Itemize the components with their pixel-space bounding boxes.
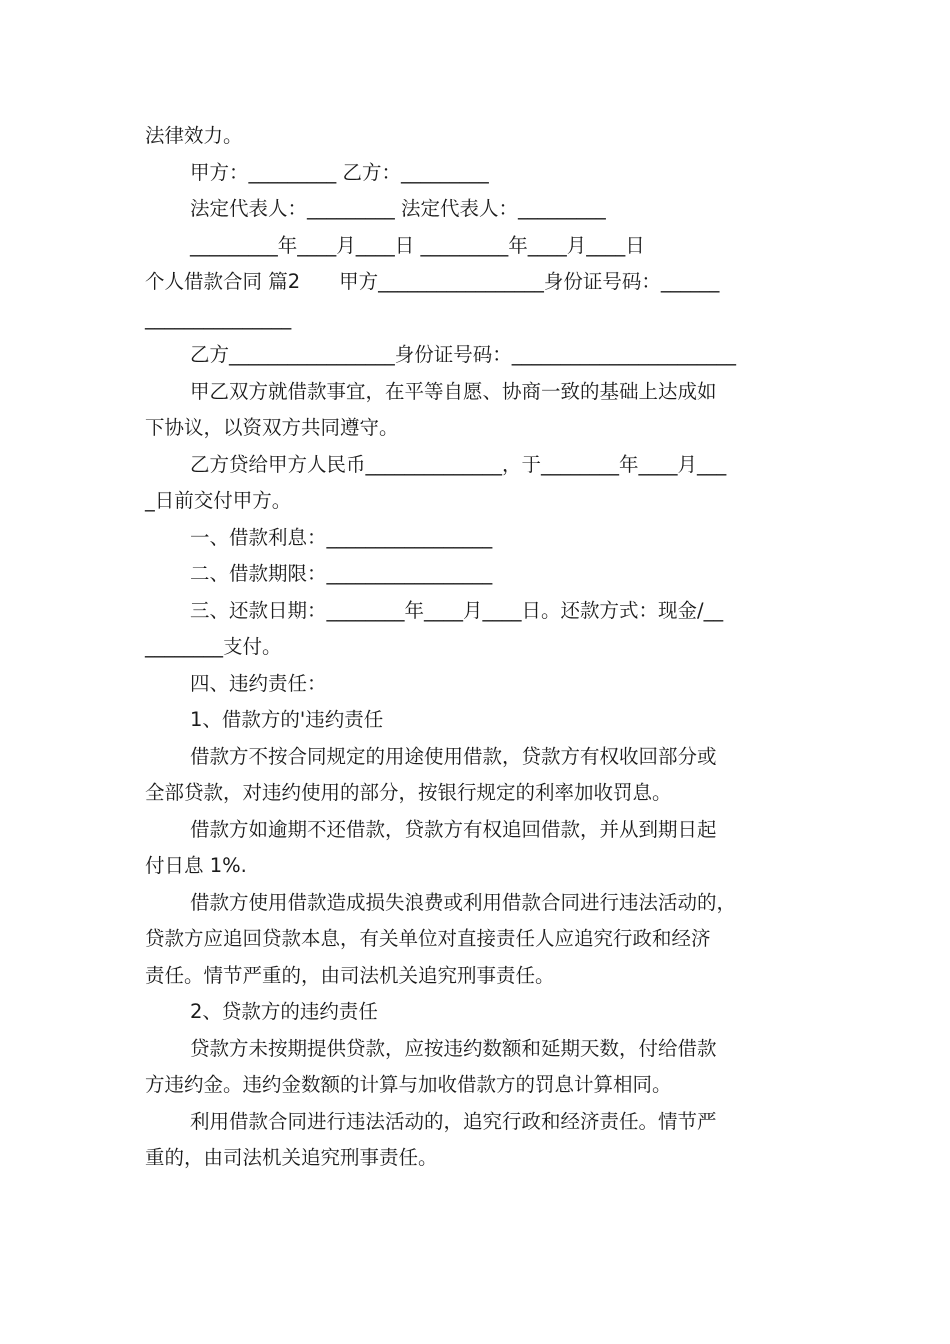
document-body bbox=[145, 118, 810, 1177]
text-line: 1、借款方的'违约责任 bbox=[190, 708, 384, 731]
text-line: 下协议，以资双方共同遵守。 bbox=[145, 416, 399, 439]
text-line: 贷款方应追回贷款本息，有关单位对直接责任人应追究行政和经济 bbox=[145, 927, 711, 950]
text-line: 责任。情节严重的，由司法机关追究刑事责任。 bbox=[145, 963, 555, 987]
text-line: 借款方如逾期不还借款，贷款方有权追回借款，并从到期日起 bbox=[190, 817, 717, 841]
text-line: 全部贷款，对违约使用的部分，按银行规定的利率加收罚息。 bbox=[145, 781, 672, 804]
text-line: 法定代表人：_________ 法定代表人：_________ bbox=[190, 197, 606, 220]
text-line: 二、借款期限：_________________ bbox=[190, 562, 493, 585]
text-line: 利用借款合同进行违法活动的，追究行政和经济责任。情节严 bbox=[190, 1109, 717, 1133]
text-line: 一、借款利息：_________________ bbox=[190, 525, 493, 549]
text-line: ________支付。 bbox=[145, 635, 282, 658]
text-line: 法律效力。 bbox=[145, 124, 243, 147]
text-line: 付日息 1%. bbox=[145, 854, 247, 877]
text-line: 甲乙双方就借款事宜，在平等自愿、协商一致的基础上达成如 bbox=[190, 379, 717, 403]
text-line: 乙方_________________身份证号码：_______________________ bbox=[190, 343, 737, 366]
text-line: 方违约金。违约金数额的计算与加收借款方的罚息计算相同。 bbox=[145, 1073, 672, 1096]
text-line: 四、违约责任： bbox=[190, 671, 327, 695]
text-line: _______________ bbox=[145, 306, 292, 330]
text-line: _日前交付甲方。 bbox=[145, 489, 292, 512]
text-line: _________年____月____日 _________年____月____日 bbox=[190, 233, 645, 257]
text-line: 甲方：_________ 乙方：_________ bbox=[190, 160, 489, 184]
text-line: 贷款方未按期提供贷款，应按违约数额和延期天数，付给借款 bbox=[190, 1036, 717, 1060]
text-line: 借款方使用借款造成损失浪费或利用借款合同进行违法活动的， bbox=[190, 890, 737, 914]
text-line: 重的，由司法机关追究刑事责任。 bbox=[145, 1146, 438, 1169]
text-line: 2、贷款方的违约责任 bbox=[190, 1000, 378, 1023]
text-line: 乙方贷给甲方人民币______________，于________年____月___ bbox=[190, 452, 727, 476]
section-heading-line: 个人借款合同 篇2 甲方_________________身份证号码：______ bbox=[145, 270, 720, 293]
text-line: 三、还款日期：________年____月____日。还款方式：现金/__ bbox=[190, 598, 724, 622]
text-line: 借款方不按合同规定的用途使用借款，贷款方有权收回部分或 bbox=[190, 744, 717, 768]
